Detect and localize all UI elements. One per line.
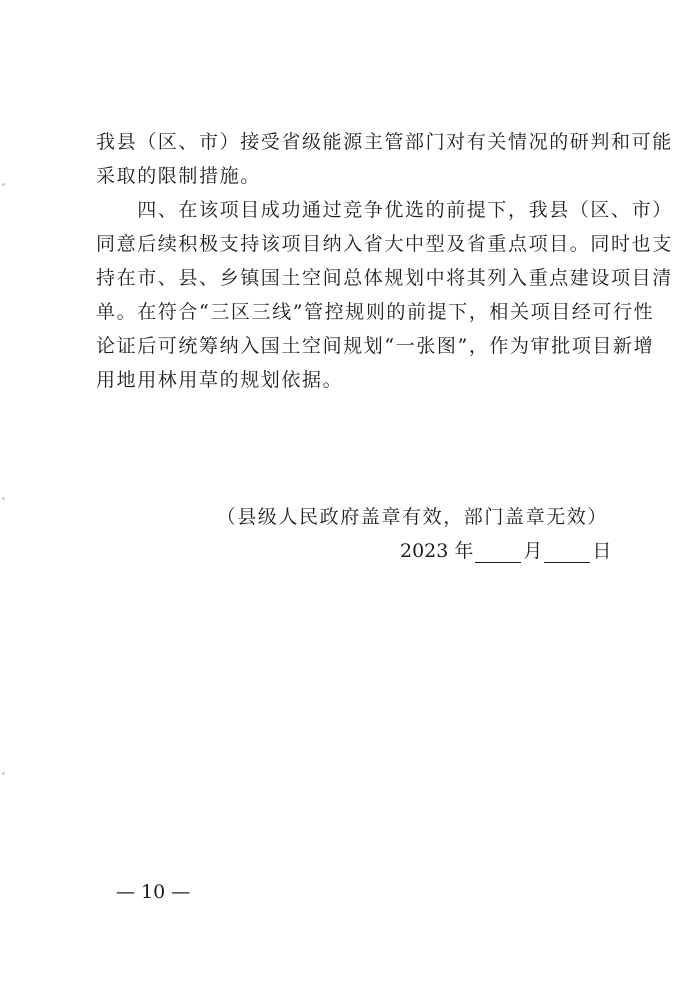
scan-edge-mark (2, 772, 5, 775)
scan-edge-mark (2, 497, 5, 500)
seal-note: （县级人民政府盖章有效，部门盖章无效） (216, 506, 608, 528)
body-line-6: 单。在符合“三区三线”管控规则的前提下，相关项目经可行性 (96, 301, 655, 323)
body-line-7: 论证后可统筹纳入国土空间规划“一张图”，作为审批项目新增 (96, 335, 655, 357)
scan-edge-mark (2, 183, 5, 186)
body-line-5: 持在市、县、乡镇国土空间总体规划中将其列入重点建设项目清 (96, 267, 673, 289)
month-blank (475, 544, 521, 563)
body-line-8: 用地用林用草的规划依据。 (96, 369, 344, 391)
body-line-1: 我县（区、市）接受省级能源主管部门对有关情况的研判和可能 (96, 131, 673, 153)
body-line-3: 四、在该项目成功通过竞争优选的前提下，我县（区、市） (96, 199, 673, 221)
date-day: 日 (592, 540, 612, 562)
body-line-4: 同意后续积极支持该项目纳入省大中型及省重点项目。同时也支 (96, 233, 673, 255)
signature-date (400, 539, 611, 563)
date-month: 月 (523, 540, 543, 562)
page-number: — 10 — (116, 881, 191, 903)
body-line-2: 采取的限制措施。 (96, 165, 261, 187)
day-blank (544, 544, 590, 563)
date-year: 2023 年 (400, 540, 474, 562)
